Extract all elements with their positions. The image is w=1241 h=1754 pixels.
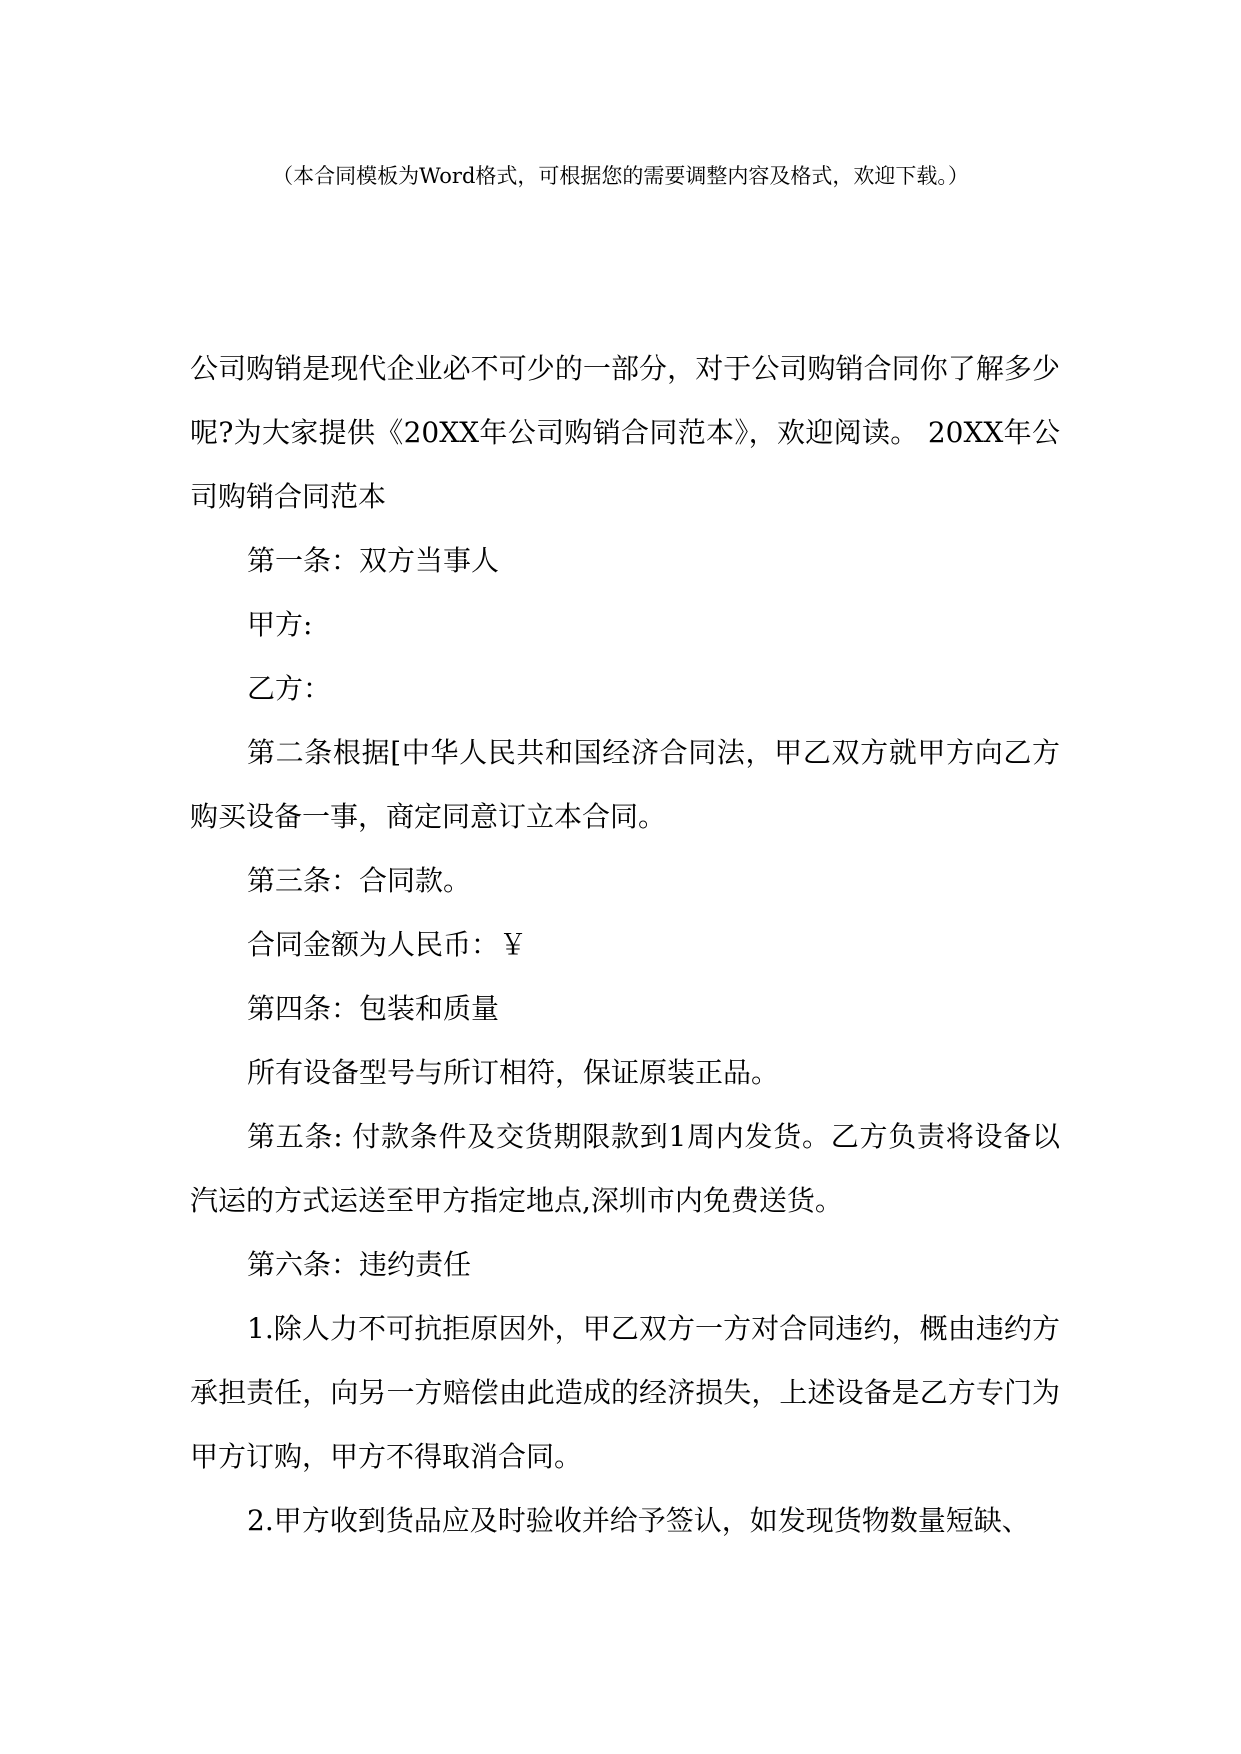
article-3-heading: 第三条：合同款。	[247, 864, 472, 897]
article-2-paragraph: 第二条根据[中华人民共和国经济合同法，甲乙双方就甲方向乙方购买设备一事，商定同意订立本合同。	[190, 736, 1060, 833]
template-note: （本合同模板为Word格式，可根据您的需要调整内容及格式，欢迎下载。）	[272, 164, 969, 188]
quality-paragraph: 所有设备型号与所订相符，保证原装正品。	[247, 1056, 780, 1089]
contract-amount-line: 合同金额为人民币：￥	[247, 928, 528, 961]
article-1-heading: 第一条：双方当事人	[247, 544, 500, 577]
contract-body	[190, 337, 1060, 1553]
article-5-paragraph: 第五条: 付款条件及交货期限款到1周内发货。乙方负责将设备以汽运的方式运送至甲方指定地点,深圳市内免费送货。	[190, 1120, 1060, 1217]
article-4-heading: 第四条：包装和质量	[247, 992, 500, 1025]
liability-clause-1: 1.除人力不可抗拒原因外，甲乙双方一方对合同违约，概由违约方承担责任，向另一方赔偿由此造成的经济损失，上述设备是乙方专门为甲方订购，甲方不得取消合同。	[190, 1312, 1060, 1473]
party-b-line: 乙方：	[247, 672, 332, 705]
intro-paragraph: 公司购销是现代企业必不可少的一部分，对于公司购销合同你了解多少呢?为大家提供《20XX年公司购销合同范本》，欢迎阅读。 20XX年公司购销合同范本	[190, 352, 1060, 513]
liability-clause-2: 2.甲方收到货品应及时验收并给予签认，如发现货物数量短缺、	[247, 1504, 1030, 1537]
party-a-line: 甲方:	[247, 608, 313, 641]
article-6-heading: 第六条：违约责任	[247, 1248, 472, 1281]
